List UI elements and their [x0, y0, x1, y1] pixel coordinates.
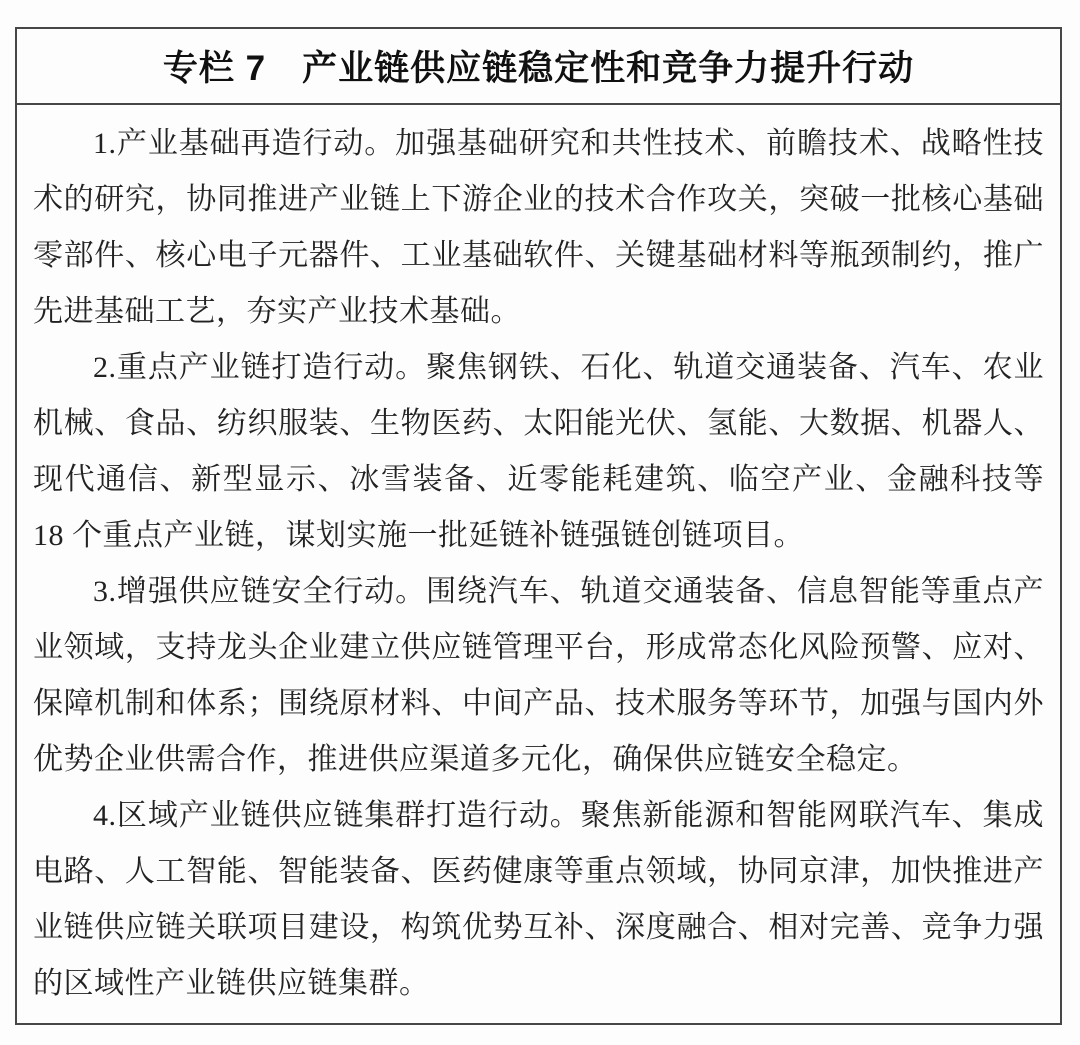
- column-box: [15, 27, 1062, 1025]
- column-box-body: [17, 105, 1060, 1030]
- column-box-title: 专栏 7 产业链供应链稳定性和竞争力提升行动: [17, 29, 1060, 105]
- paragraph-key-industry-chains: 2.重点产业链打造行动。聚焦钢铁、石化、轨道交通装备、汽车、农业机械、食品、纺织服装、生物医药、太阳能光伏、氢能、大数据、机器人、现代通信、新型显示、冰雪装备、近零能耗建筑、临空产业、金融科技等 18 个重点产业链，谋划实施一批延链补链强链创链项目。: [33, 351, 1044, 552]
- paragraph-supply-chain-security: 3.增强供应链安全行动。围绕汽车、轨道交通装备、信息智能等重点产业领域，支持龙头企业建立供应链管理平台，形成常态化风险预警、应对、保障机制和体系；围绕原材料、中间产品、技术服务等环节，加强与国内外优势企业供需合作，推进供应渠道多元化，确保供应链安全稳定。: [33, 575, 1044, 776]
- paragraph-industrial-base-rebuild: 1.产业基础再造行动。加强基础研究和共性技术、前瞻技术、战略性技术的研究，协同推进产业链上下游企业的技术合作攻关，突破一批核心基础零部件、核心电子元器件、工业基础软件、关键基础材料等瓶颈制约，推广先进基础工艺，夯实产业技术基础。: [33, 127, 1044, 328]
- paragraph-regional-chain-clusters: 4.区域产业链供应链集群打造行动。聚焦新能源和智能网联汽车、集成电路、人工智能、智能装备、医药健康等重点领域，协同京津，加快推进产业链供应链关联项目建设，构筑优势互补、深度融合、相对完善、竞争力强的区域性产业链供应链集群。: [33, 799, 1044, 1000]
